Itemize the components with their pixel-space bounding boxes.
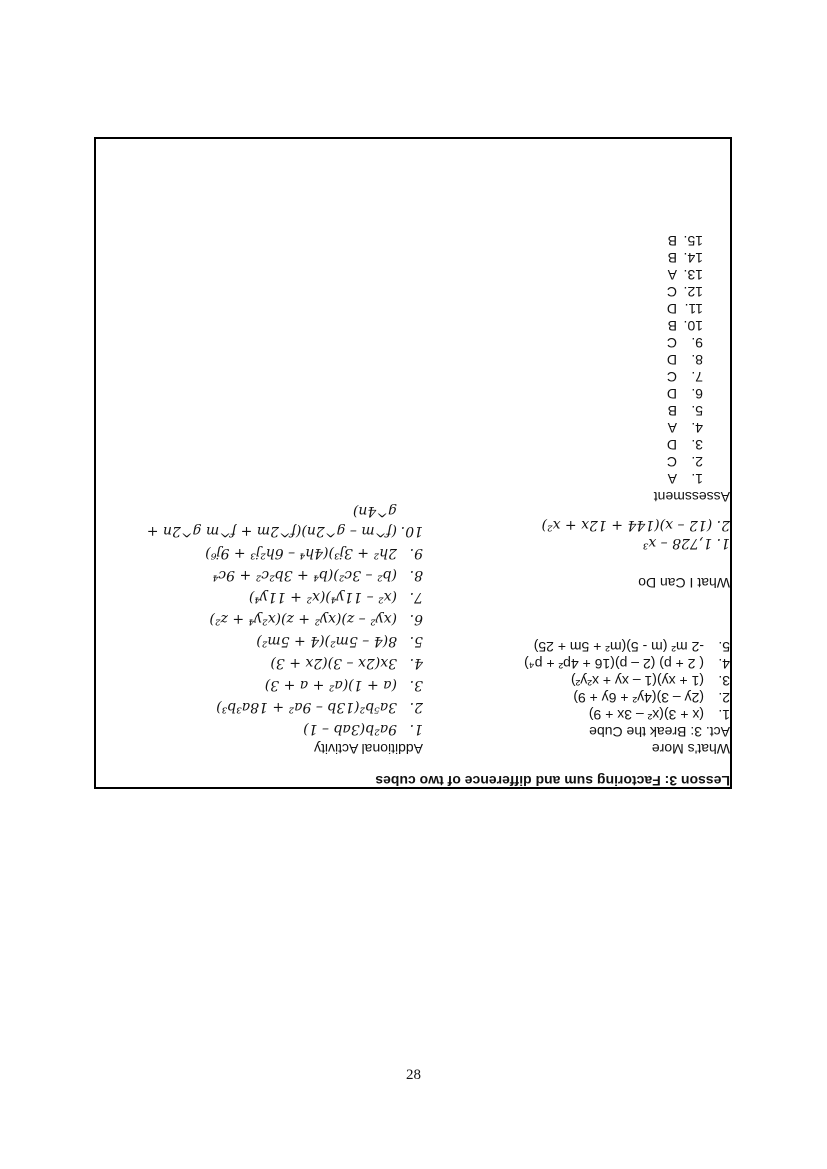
list-item: 3.D — [666, 437, 703, 453]
whats-more-activity: Act. 3: Break the Cube — [589, 724, 730, 740]
list-item: 5.8(4 – 5m²)(4 + 5m²) — [256, 633, 423, 649]
list-item: 8.D — [666, 352, 703, 368]
list-item: 12.C — [666, 284, 703, 300]
list-item: 5.-2 m² (m - 5)(m² + 5m + 25) — [533, 639, 730, 655]
list-item: 14.B — [667, 250, 703, 266]
list-item: 11.D — [666, 301, 703, 317]
list-item: 2.3a⁵b²(13b – 9a² + 18a³b³) — [216, 699, 423, 715]
list-item: 7.C — [666, 369, 703, 385]
list-item-continuation: g^4n) — [352, 503, 397, 519]
list-item: 2.(2y – 3)(4y² + 6y + 9) — [573, 690, 730, 706]
page-number: 28 — [406, 1067, 421, 1083]
list-item: 8.(b² – 3c²)(b⁴ + 3b²c² + 9c⁴ — [212, 567, 423, 583]
list-item: 1. 1,728 – x³ — [642, 535, 730, 551]
list-item: 15.B — [667, 233, 703, 249]
whats-more-heading: What's More — [651, 741, 730, 757]
list-item: 9.C — [666, 335, 703, 351]
list-item: 2.C — [666, 454, 703, 470]
list-item: 3.(1 + xy)(1 – xy + x²y²) — [570, 673, 730, 689]
list-item: 1.(x + 3)(x² – 3x + 9) — [588, 707, 730, 723]
list-item: 1.A — [667, 471, 703, 487]
list-item: 4.3x(2x – 3)(2x + 3) — [270, 655, 423, 671]
list-item: 10.B — [667, 318, 703, 334]
assessment-heading: Assessment — [653, 489, 730, 505]
list-item: 4.( 2 + p) (2 – p)(16 + 4p² + p⁴) — [524, 656, 730, 672]
list-item: 6.(xy² – z)(xy² + z)(x²y⁴ + z²) — [209, 611, 423, 627]
list-item: 4.A — [667, 420, 703, 436]
list-item: 2. (12 – x)(144 + 12x + x²) — [541, 517, 730, 533]
list-item: 9.2h² + 3j³)(4h⁴ – 6h²j³ + 9j⁶) — [205, 545, 423, 561]
list-item: 7.(x² – 11y⁴)(x² + 11y⁴) — [248, 589, 423, 605]
list-item: 10.(f^m – g^2n)(f^2m + f^m g^2n + — [146, 523, 423, 539]
list-item: 13.A — [667, 267, 703, 283]
list-item: 5.B — [667, 403, 703, 419]
list-item: 3.(a + 1)(a² + a + 3) — [264, 677, 423, 693]
answer-key-content — [96, 139, 730, 787]
list-item: 6.D — [666, 386, 703, 402]
additional-activity-heading: Additional Activity — [314, 741, 423, 757]
what-i-can-do-heading: What I Can Do — [638, 575, 730, 591]
list-item: 1.9a²b(3ab – 1) — [303, 721, 423, 737]
lesson-title: Lesson 3: Factoring sum and difference of two cubes — [375, 773, 730, 789]
answer-key-box — [94, 137, 732, 789]
